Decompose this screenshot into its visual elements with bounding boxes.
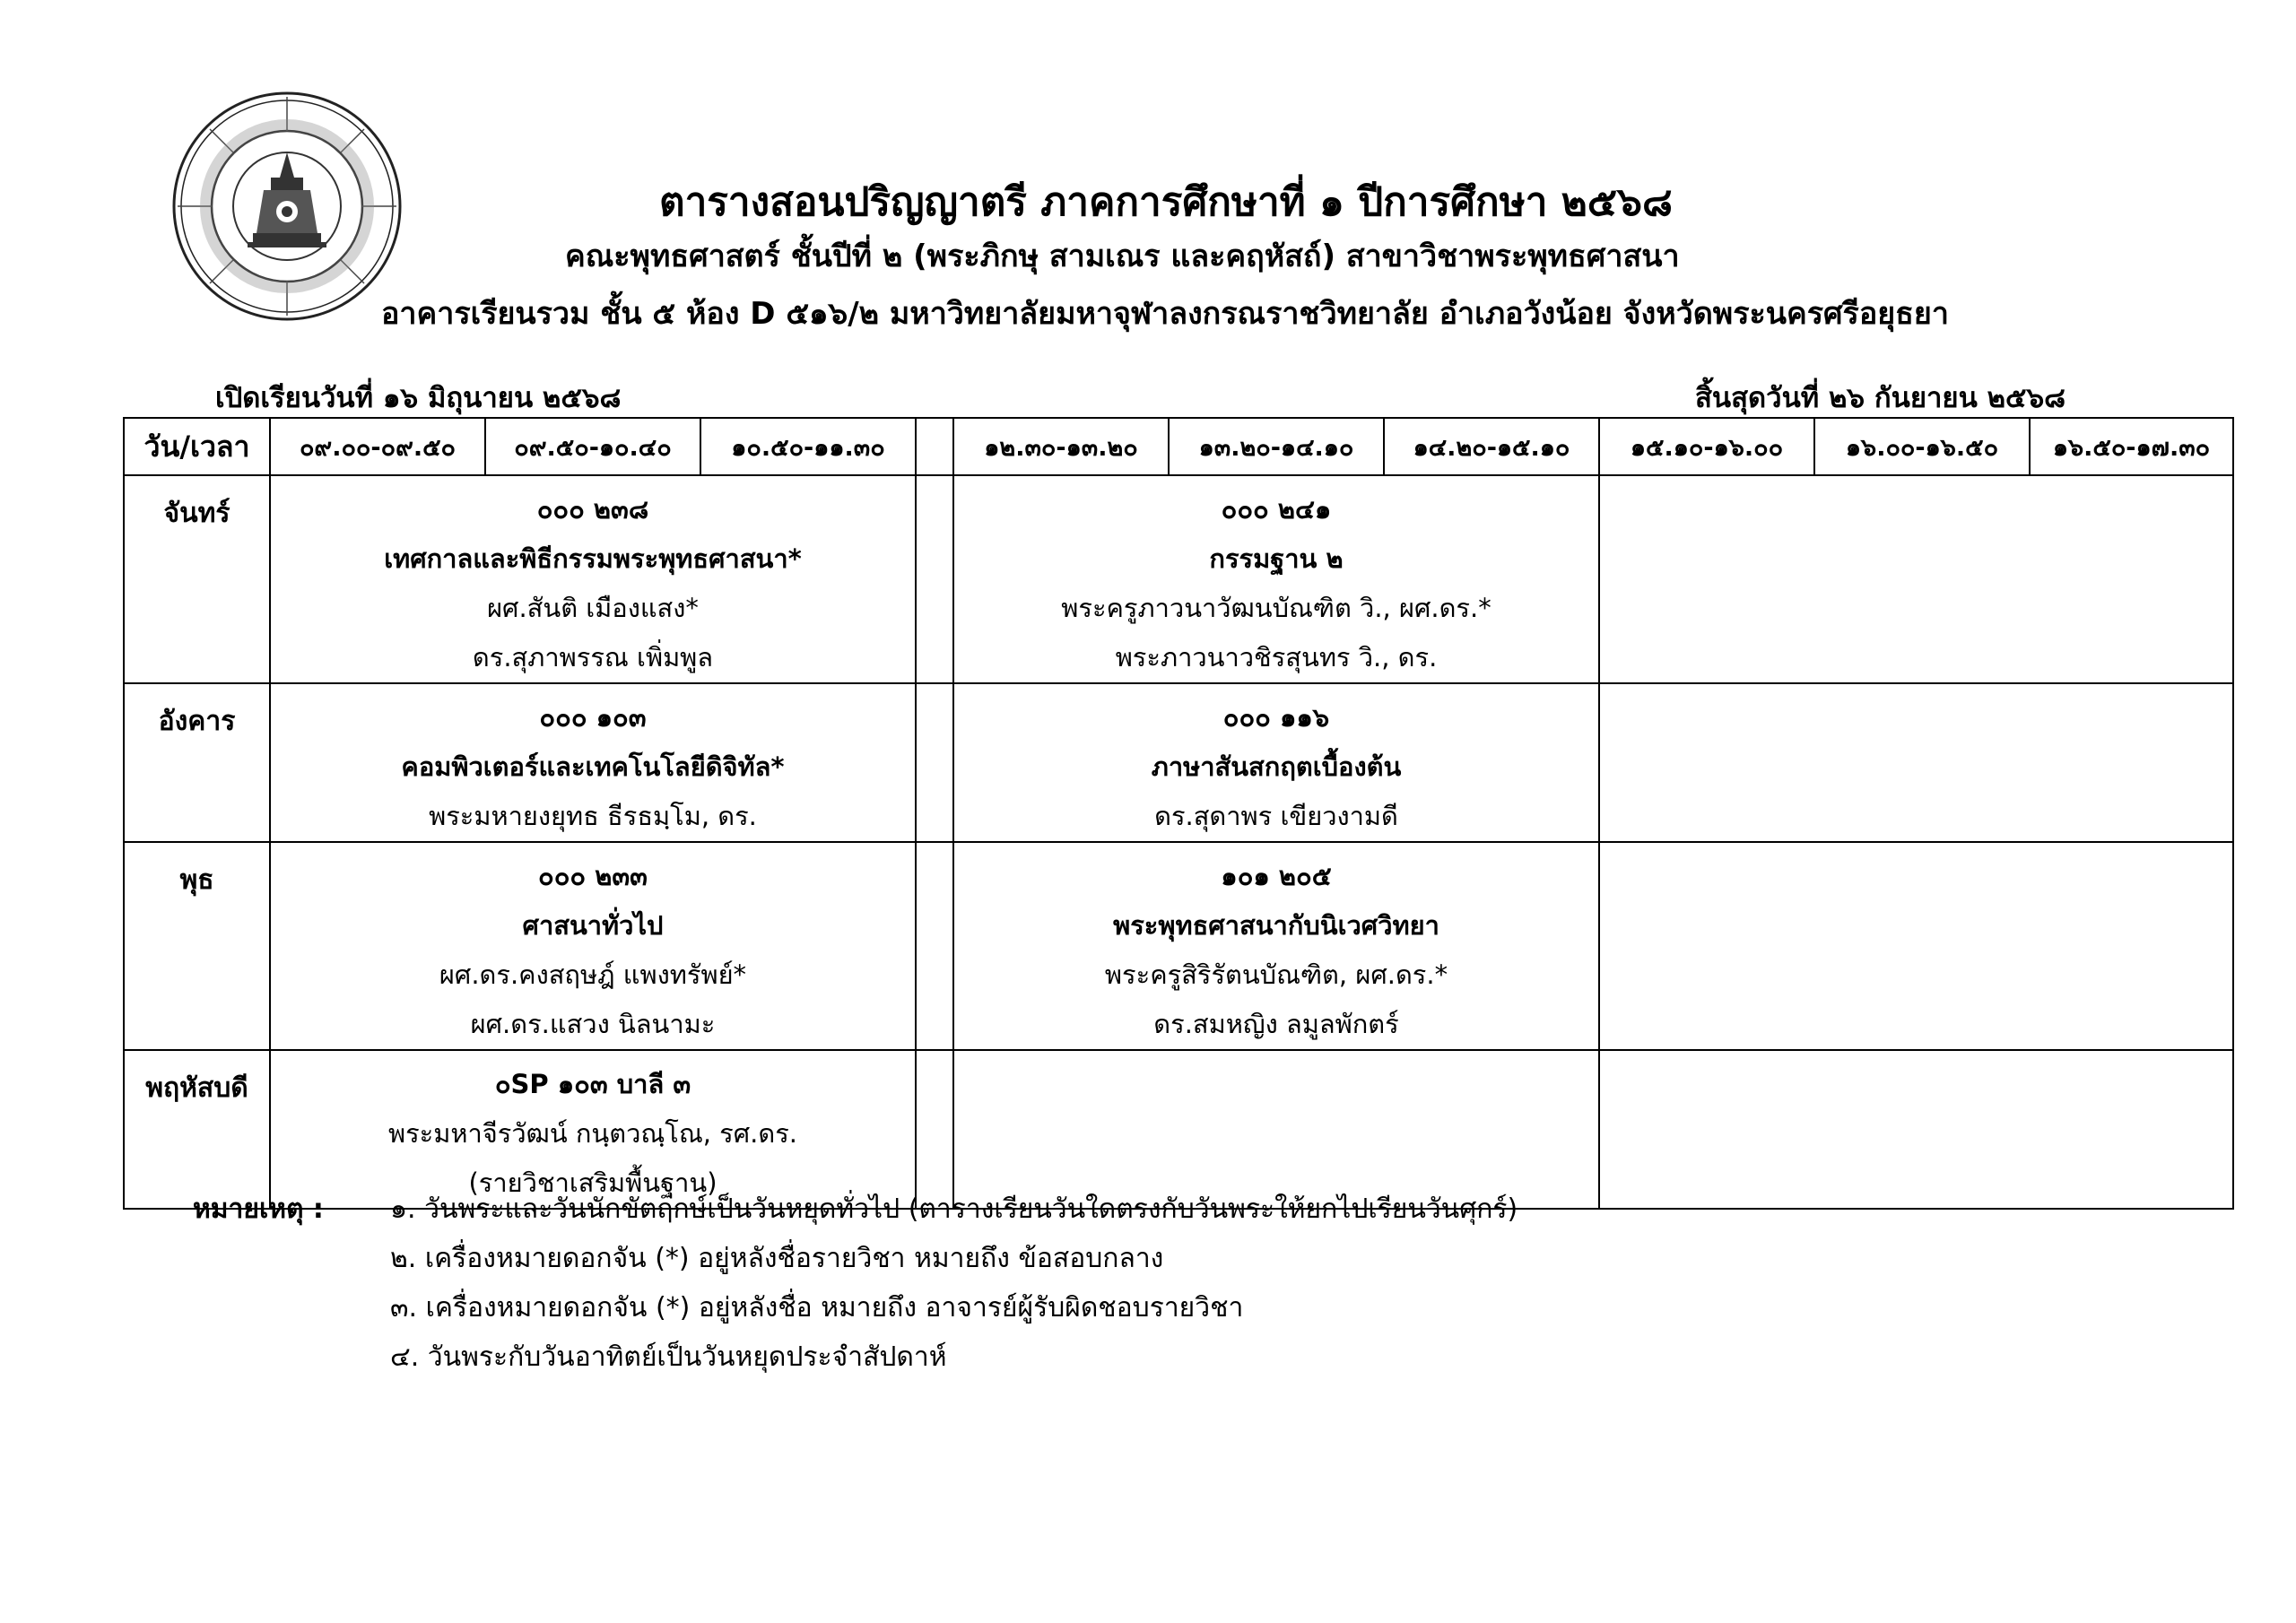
empty-cell (1599, 683, 2233, 842)
morning-course-cell (270, 842, 916, 1050)
open-date: เปิดเรียนวันที่ ๑๖ มิถุนายน ๒๕๖๘ (215, 382, 622, 414)
course-code: ๐๐๐ ๒๓๓ (538, 861, 648, 891)
course-code: ๐๐๐ ๑๐๓ (539, 702, 647, 733)
table-row (124, 475, 2233, 683)
morning-course-cell (270, 683, 916, 842)
morning-course-cell (270, 475, 916, 683)
course-code: ๐๐๐ ๒๔๑ (1221, 494, 1332, 525)
course-code-title: ๐SP ๑๐๓ บาลี ๓ (494, 1069, 691, 1099)
empty-cell (953, 1050, 1599, 1209)
time-slot-header: ๐๙.๕๐-๑๐.๔๐ (485, 418, 700, 475)
time-slot-header: ๑๔.๒๐-๑๕.๑๐ (1384, 418, 1599, 475)
afternoon-course-cell (953, 683, 1599, 842)
empty-cell (1599, 842, 2233, 1050)
course-code: ๐๐๐ ๑๑๖ (1222, 702, 1330, 733)
lunch-break-header (916, 418, 953, 475)
close-date: สิ้นสุดวันที่ ๒๖ กันยายน ๒๕๖๘ (1695, 382, 2066, 414)
note-item: ๒. เครื่องหมายดอกจัน (*) อยู่หลังชื่อรายวิชา หมายถึง ข้อสอบกลาง (390, 1243, 1164, 1274)
day-time-header: วัน/เวลา (124, 418, 270, 475)
time-slot-header: ๑๒.๓๐-๑๓.๒๐ (953, 418, 1169, 475)
lunch-break-cell (916, 475, 953, 683)
schedule-table (123, 417, 2234, 1210)
course-title: ศาสนาทั่วไป (522, 910, 664, 941)
morning-course-cell (270, 1050, 916, 1209)
instructor: ดร.สมหญิง ลมูลพักตร์ (1153, 1009, 1399, 1039)
instructor: ผศ.ดร.คงสฤษฎ์ แพงทรัพย์* (439, 959, 747, 990)
faculty-line: คณะพุทธศาสตร์ ชั้นปีที่ ๒ (พระภิกษุ สามเณร และคฤหัสถ์) สาขาวิชาพระพุทธศาสนา (565, 239, 1680, 274)
location-line: อาคารเรียนรวม ชั้น ๕ ห้อง D ๕๑๖/๒ มหาวิทยาลัยมหาจุฬาลงกรณราชวิทยาลัย อำเภอวังน้อย จังหวัดพระนครศรีอยุธยา (381, 296, 1949, 332)
table-row (124, 842, 2233, 1050)
lunch-break-cell (916, 683, 953, 842)
course-title: คอมพิวเตอร์และเทคโนโลยีดิจิทัล* (401, 751, 785, 782)
day-cell-monday: จันทร์ (124, 475, 270, 683)
lunch-break-cell (916, 842, 953, 1050)
afternoon-course-cell (953, 475, 1599, 683)
note-item: ๑. วันพระและวันนักขัตฤกษ์เป็นวันหยุดทั่วไป (ตารางเรียนวันใดตรงกับวันพระให้ยกไปเรียนวันศุกร์) (390, 1193, 1518, 1225)
course-title: กรรมฐาน ๒ (1209, 543, 1344, 574)
time-slot-header: ๑๕.๑๐-๑๖.๐๐ (1599, 418, 1814, 475)
day-cell-wednesday: พุธ (124, 842, 270, 1050)
instructor: ดร.สุภาพรรณ เพิ่มพูล (472, 642, 714, 673)
university-seal (170, 90, 404, 323)
table-row (124, 1050, 2233, 1209)
table-header-row (124, 418, 2233, 475)
table-row (124, 683, 2233, 842)
time-slot-header: ๐๙.๐๐-๐๙.๕๐ (270, 418, 485, 475)
instructor: พระภาวนาวชิรสุนทร วิ., ดร. (1115, 642, 1438, 673)
note-item: ๔. วันพระกับวันอาทิตย์เป็นวันหยุดประจำสัปดาห์ (390, 1341, 947, 1373)
afternoon-course-cell (953, 842, 1599, 1050)
instructor: พระครูภาวนาวัฒนบัณฑิต วิ., ผศ.ดร.* (1061, 593, 1492, 623)
lunch-break-cell (916, 1050, 953, 1209)
instructor: พระมหายงยุทธ ธีรธมฺโม, ดร. (429, 801, 757, 831)
notes-label: หมายเหตุ : (193, 1193, 324, 1225)
day-cell-thursday: พฤหัสบดี (124, 1050, 270, 1209)
time-slot-header: ๑๖.๐๐-๑๖.๕๐ (1814, 418, 2030, 475)
empty-cell (1599, 475, 2233, 683)
course-code: ๑๐๑ ๒๐๕ (1221, 861, 1332, 891)
instructor: พระครูสิริรัตนบัณฑิต, ผศ.ดร.* (1104, 959, 1448, 990)
course-title: ภาษาสันสกฤตเบื้องต้น (1151, 751, 1402, 782)
empty-cell (1599, 1050, 2233, 1209)
time-slot-header: ๑๓.๒๐-๑๔.๑๐ (1169, 418, 1384, 475)
course-note: (รายวิชาเสริมพื้นฐาน) (468, 1167, 718, 1198)
course-title: พระพุทธศาสนากับนิเวศวิทยา (1113, 910, 1439, 941)
note-item: ๓. เครื่องหมายดอกจัน (*) อยู่หลังชื่อ หมายถึง อาจารย์ผู้รับผิดชอบรายวิชา (390, 1292, 1244, 1324)
seal-emblem-icon (170, 90, 404, 323)
instructor: ผศ.สันติ เมืองแสง* (487, 593, 699, 623)
page-title: ตารางสอนปริญญาตรี ภาคการศึกษาที่ ๑ ปีการศึกษา ๒๕๖๘ (659, 179, 1673, 225)
time-slot-header: ๑๐.๕๐-๑๑.๓๐ (700, 418, 916, 475)
day-cell-tuesday: อังคาร (124, 683, 270, 842)
instructor: ดร.สุดาพร เขียวงามดี (1154, 801, 1398, 831)
course-title: เทศกาลและพิธีกรรมพระพุทธศาสนา* (384, 543, 802, 574)
time-slot-header: ๑๖.๕๐-๑๗.๓๐ (2030, 418, 2233, 475)
course-code: ๐๐๐ ๒๓๘ (536, 494, 649, 525)
instructor: พระมหาจีรวัฒน์ กนฺตวณฺโณ, รศ.ดร. (387, 1118, 798, 1149)
instructor: ผศ.ดร.แสวง นิลนามะ (470, 1009, 716, 1039)
